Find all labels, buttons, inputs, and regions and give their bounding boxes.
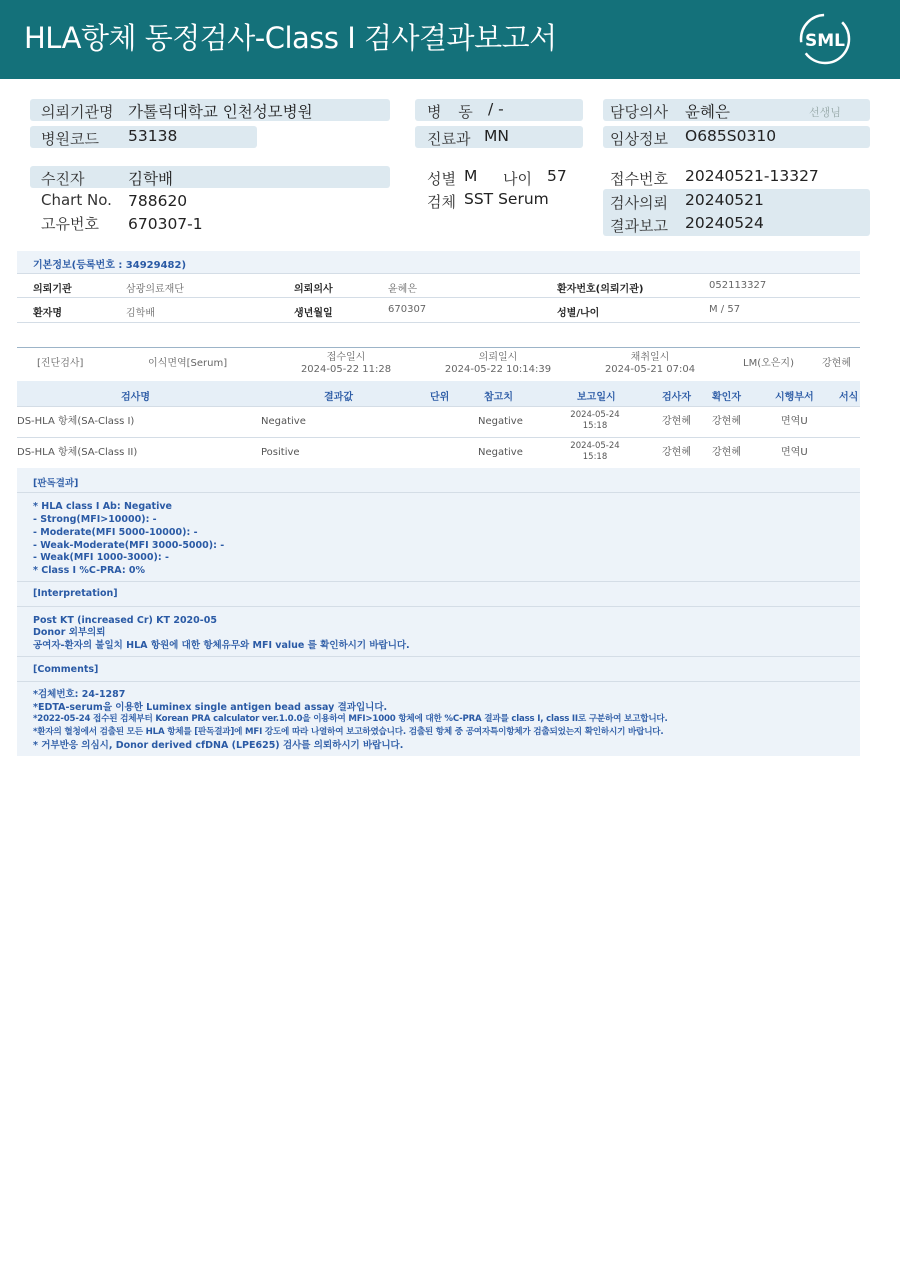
doctor-suffix: 선생님	[809, 106, 841, 119]
patient-value: 김학배	[128, 170, 173, 188]
result-label: 결과보고	[610, 217, 668, 235]
row-report-time: 15:18	[582, 421, 608, 431]
collected-block	[600, 352, 700, 376]
received-label: 접수일시	[326, 352, 366, 363]
sexage-label: 성별/나이	[557, 308, 600, 319]
sex-label: 성별	[427, 170, 456, 188]
requested-label: 의뢰일시	[478, 352, 518, 363]
comment-line: * 거부반응 의심시, Donor derived cfDNA (LPE625) 검사를 의뢰하시기 바랍니다.	[33, 740, 404, 751]
hosp-code-label: 병원코드	[41, 130, 99, 148]
chart-label: Chart No.	[41, 191, 112, 209]
row-report-datetime	[565, 410, 625, 432]
col-unit: 단위	[430, 392, 450, 403]
exam-dept: LM(오은지)	[743, 358, 794, 369]
exam-specimen: 이식면역[Serum]	[148, 358, 228, 369]
exam-person: 강현혜	[822, 358, 851, 369]
row-checker: 강현혜	[712, 416, 741, 427]
comments-title: [Comments]	[33, 664, 99, 675]
unique-value: 670307-1	[128, 215, 203, 233]
row-report-date: 2024-05-24	[570, 441, 620, 451]
comment-line: *EDTA-serum을 이용한 Luminex single antigen bead assay 결과입니다.	[33, 702, 388, 713]
specimen-value: SST Serum	[464, 190, 549, 208]
sexage-value: M / 57	[709, 304, 741, 315]
row-report-time: 15:18	[582, 452, 608, 462]
reading-line: - Weak(MFI 1000-3000): -	[33, 552, 169, 563]
reading-line: - Strong(MFI>10000): -	[33, 514, 157, 525]
specimen-label: 검체	[427, 193, 456, 211]
col-tester: 검사자	[662, 392, 691, 403]
reading-title: [판독결과]	[33, 478, 79, 489]
col-dept: 시행부서	[775, 392, 814, 403]
age-label: 나이	[503, 170, 532, 188]
req-org-label: 의뢰기관명	[41, 103, 114, 121]
org-label: 의뢰기관	[33, 284, 72, 295]
basic-info-title: 기본정보(등록번호 : 34929482)	[33, 260, 187, 271]
comment-line: *환자의 혈청에서 검출된 모든 HLA 항체를 [판독결과]에 MFI 강도에 따라 나열하여 보고하였습니다. 검출된 항체 중 공여자특이항체가 검출되었는지 확인하시기 바랍니다.	[33, 727, 664, 737]
col-ref: 참고치	[484, 392, 513, 403]
name-value: 김학배	[126, 308, 155, 319]
clinical-label: 임상정보	[610, 130, 668, 148]
received-block	[296, 352, 396, 376]
report-header	[0, 0, 900, 79]
col-result: 결과값	[324, 392, 353, 403]
comment-line: *검체번호: 24-1287	[33, 689, 126, 700]
interp-line: 공여자-환자의 불일치 HLA 항원에 대한 항체유무와 MFI value 를 확인하시기 바랍니다.	[33, 640, 410, 651]
row-ref: Negative	[478, 416, 523, 427]
row-report-datetime	[565, 441, 625, 463]
dob-value: 670307	[388, 304, 427, 315]
logo-text: SML	[805, 31, 845, 51]
report-title: HLA항체 동정검사-Class I 검사결과보고서	[24, 21, 557, 55]
interp-line: Donor 외부의뢰	[33, 627, 106, 638]
doctor-value: 윤혜은	[685, 103, 730, 121]
col-test-name: 검사명	[121, 392, 150, 403]
row-result: Negative	[261, 416, 306, 427]
collected-value: 2024-05-21 07:04	[604, 364, 696, 375]
row-dept: 면역U	[781, 416, 808, 427]
comment-line: *2022-05-24 접수된 검체부터 Korean PRA calculator ver.1.0.0을 이용하여 MFI>1000 항체에 대한 %C-PRA 결과를 class I, class II로 구분하여 보고합니다.	[33, 714, 668, 724]
row-tester: 강현혜	[662, 416, 691, 427]
chart-value: 788620	[128, 192, 188, 210]
received-value: 2024-05-22 11:28	[300, 364, 392, 375]
row-tester: 강현혜	[662, 447, 691, 458]
row-test-name: DS-HLA 항체(SA-Class I)	[17, 416, 135, 427]
result-value: 20240524	[685, 214, 764, 232]
test-req-value: 20240521	[685, 191, 764, 209]
receipt-label: 접수번호	[610, 170, 668, 188]
row-checker: 강현혜	[712, 447, 741, 458]
age-value: 57	[547, 167, 567, 185]
interp-line: Post KT (increased Cr) KT 2020-05	[33, 615, 217, 626]
sml-logo-icon	[798, 12, 852, 66]
row-ref: Negative	[478, 447, 523, 458]
ward-value: / -	[488, 100, 504, 118]
dept-value: MN	[484, 127, 509, 145]
col-form: 서식	[839, 392, 859, 403]
req-org-value: 가톨릭대학교 인천성모병원	[128, 103, 313, 121]
dept-label: 진료과	[427, 130, 471, 148]
test-req-label: 검사의뢰	[610, 194, 668, 212]
receipt-value: 20240521-13327	[685, 167, 819, 185]
collected-label: 채취일시	[630, 352, 670, 363]
interp-title: [Interpretation]	[33, 588, 118, 599]
unique-label: 고유번호	[41, 215, 99, 233]
org-value: 삼광의료재단	[126, 284, 184, 295]
col-report-date: 보고일시	[577, 392, 616, 403]
dob-label: 생년월일	[294, 308, 333, 319]
ward-label: 병 동	[427, 103, 479, 121]
col-checker: 확인자	[712, 392, 741, 403]
row-result: Positive	[261, 447, 300, 458]
row-report-date: 2024-05-24	[570, 410, 620, 420]
req-doctor-label: 의뢰의사	[294, 284, 333, 295]
clinical-value: O685S0310	[685, 127, 777, 145]
req-doctor-value: 윤혜은	[388, 284, 417, 295]
requested-value: 2024-05-22 10:14:39	[444, 364, 552, 375]
reading-line: * HLA class I Ab: Negative	[33, 501, 172, 512]
row-dept: 면역U	[781, 447, 808, 458]
pid-value: 052113327	[709, 280, 767, 291]
patient-label: 수진자	[41, 170, 85, 188]
hosp-code-value: 53138	[128, 127, 178, 145]
pid-label: 환자번호(의뢰기관)	[557, 284, 644, 295]
doctor-label: 담당의사	[610, 103, 668, 121]
sex-value: M	[464, 167, 478, 185]
requested-block	[443, 352, 553, 376]
name-label: 환자명	[33, 308, 62, 319]
reading-line: * Class I %C-PRA: 0%	[33, 565, 146, 576]
reading-line: - Moderate(MFI 5000-10000): -	[33, 527, 198, 538]
row-test-name: DS-HLA 항체(SA-Class II)	[17, 447, 138, 458]
reading-line: - Weak-Moderate(MFI 3000-5000): -	[33, 540, 225, 551]
exam-category: [진단검사]	[37, 358, 84, 369]
